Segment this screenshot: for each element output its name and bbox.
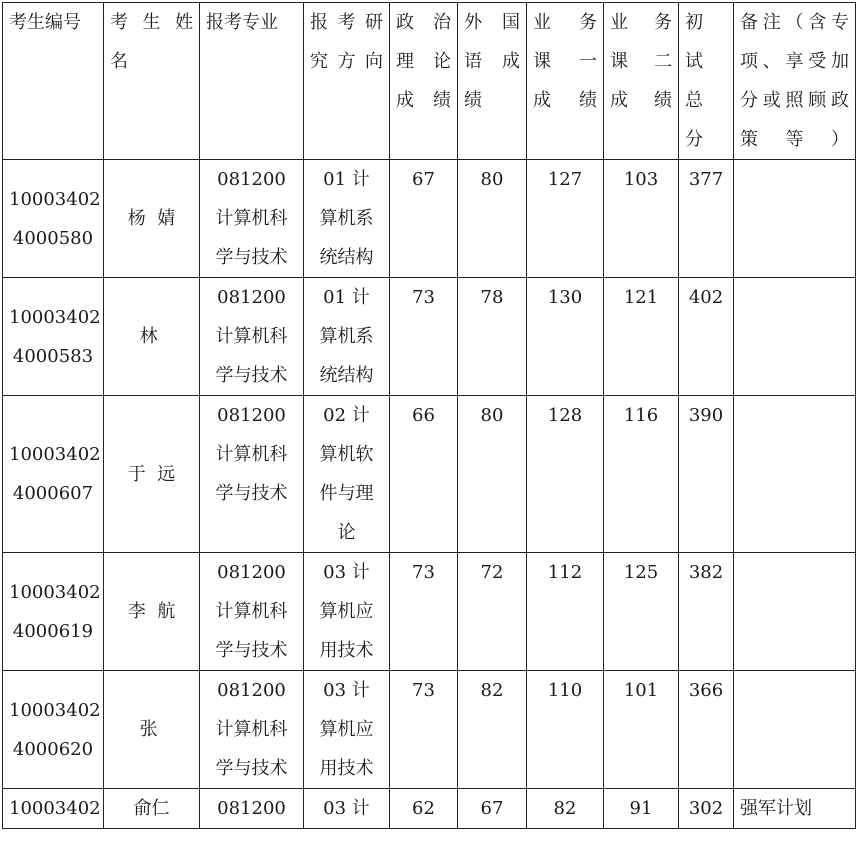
exam-id-cell: 10003402 4000607: [3, 396, 104, 553]
politics-score: 73: [390, 671, 458, 789]
header-course2: 业务 课二 成绩: [604, 3, 679, 160]
language-score: 72: [458, 553, 527, 671]
total-score: 390: [679, 396, 734, 553]
direction-cell: 03 计 算机应 用技术: [304, 671, 390, 789]
table-row: [3, 160, 856, 278]
language-score: 78: [458, 278, 527, 396]
table-row: [3, 553, 856, 671]
header-language: 外国 语成 绩: [458, 3, 527, 160]
direction-cell: 02 计 算机软 件与理 论: [304, 396, 390, 553]
politics-score: 67: [390, 160, 458, 278]
language-score: 67: [458, 789, 527, 829]
course1-score: 130: [527, 278, 604, 396]
header-note: 备注（含专 项、享受加 分或照顾政 策等）: [734, 3, 856, 160]
course2-score: 116: [604, 396, 679, 553]
language-score: 80: [458, 396, 527, 553]
course1-score: 110: [527, 671, 604, 789]
major-cell: 081200 计算机科 学与技术: [200, 553, 304, 671]
politics-score: 73: [390, 553, 458, 671]
note-cell: 强军计划: [734, 789, 856, 829]
exam-id-cell: 10003402 4000619: [3, 553, 104, 671]
name-cell: 杨 婧: [104, 160, 200, 278]
name-cell: 俞仁: [104, 789, 200, 829]
header-exam-id: 考生编号: [3, 3, 104, 160]
total-score: 377: [679, 160, 734, 278]
note-cell: [734, 671, 856, 789]
total-score: 302: [679, 789, 734, 829]
course1-score: 112: [527, 553, 604, 671]
major-cell: 081200 计算机科 学与技术: [200, 396, 304, 553]
header-politics: 政治 理论 成绩: [390, 3, 458, 160]
exam-id-cell: 10003402: [3, 789, 104, 829]
course2-score: 91: [604, 789, 679, 829]
politics-score: 66: [390, 396, 458, 553]
note-cell: [734, 278, 856, 396]
header-total: 初 试 总 分: [679, 3, 734, 160]
name-cell: 于 远: [104, 396, 200, 553]
table-row: [3, 789, 856, 829]
language-score: 80: [458, 160, 527, 278]
course2-score: 121: [604, 278, 679, 396]
note-cell: [734, 396, 856, 553]
note-cell: [734, 160, 856, 278]
course2-score: 125: [604, 553, 679, 671]
total-score: 382: [679, 553, 734, 671]
course2-score: 101: [604, 671, 679, 789]
major-cell: 081200 计算机科 学与技术: [200, 278, 304, 396]
total-score: 366: [679, 671, 734, 789]
major-cell: 081200: [200, 789, 304, 829]
name-cell: 林: [104, 278, 200, 396]
direction-cell: 03 计: [304, 789, 390, 829]
language-score: 82: [458, 671, 527, 789]
table-row: [3, 278, 856, 396]
major-cell: 081200 计算机科 学与技术: [200, 160, 304, 278]
direction-cell: 01 计 算机系 统结构: [304, 160, 390, 278]
exam-id-cell: 10003402 4000583: [3, 278, 104, 396]
name-cell: 李 航: [104, 553, 200, 671]
exam-id-cell: 10003402 4000620: [3, 671, 104, 789]
major-cell: 081200 计算机科 学与技术: [200, 671, 304, 789]
name-cell: 张: [104, 671, 200, 789]
note-cell: [734, 553, 856, 671]
table-row: [3, 396, 856, 553]
header-major: 报考专业: [200, 3, 304, 160]
header-name: 考生姓 名: [104, 3, 200, 160]
direction-cell: 01 计 算机系 统结构: [304, 278, 390, 396]
politics-score: 73: [390, 278, 458, 396]
table-row: [3, 671, 856, 789]
header-row: [3, 3, 856, 160]
course1-score: 127: [527, 160, 604, 278]
score-table: [2, 2, 856, 829]
course1-score: 82: [527, 789, 604, 829]
total-score: 402: [679, 278, 734, 396]
direction-cell: 03 计 算机应 用技术: [304, 553, 390, 671]
exam-id-cell: 10003402 4000580: [3, 160, 104, 278]
course1-score: 128: [527, 396, 604, 553]
header-direction: 报考研 究方向: [304, 3, 390, 160]
politics-score: 62: [390, 789, 458, 829]
header-course1: 业务 课一 成绩: [527, 3, 604, 160]
course2-score: 103: [604, 160, 679, 278]
